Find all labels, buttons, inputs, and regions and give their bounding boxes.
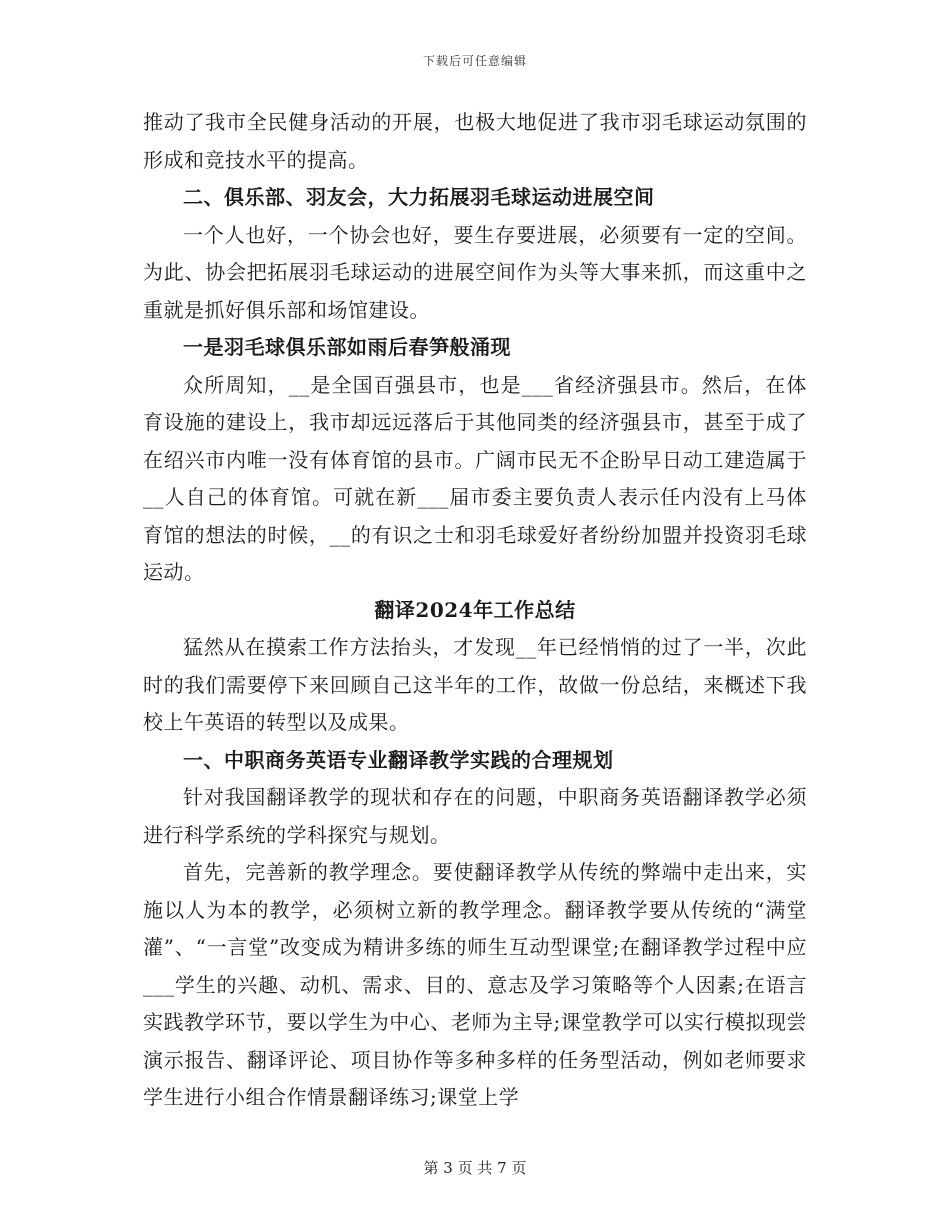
page-footer: 第 3 页 共 7 页	[423, 1159, 527, 1177]
document-title: 翻译2024年工作总结	[374, 597, 576, 622]
paragraph-space: 一个人也好，一个协会也好，要生存要进展，必须要有一定的空间。为此、协会把拓展羽毛球运动的进展空间作为头等大事来抓，而这重中之重就是抓好俱乐部和场馆建设。	[143, 222, 807, 322]
subheading-clubs-emerge: 一是羽毛球俱乐部如雨后春笋般涌现	[183, 335, 511, 359]
section-heading-planning: 一、中职商务英语专业翻译教学实践的合理规划	[183, 747, 614, 772]
paragraph-planning: 针对我国翻译教学的现状和存在的问题，中职商务英语翻译教学必须进行科学系统的学科探究与规划。	[143, 785, 807, 847]
section-heading-clubs: 二、俱乐部、羽友会，大力拓展羽毛球运动进展空间	[183, 185, 655, 209]
paragraph-gym: 众所周知，__是全国百强县市，也是___省经济强县市。然后，在体育设施的建设上，我市却远远落后于其他同类的经济强县市，甚至于成了在绍兴市内唯一没有体育馆的县市。广阔市民无不企盼早日动工建造属于__人自己的体育馆。可就在新___届市委主要负责人表示任内没有上马体育馆的想法的时候，__的有识之士和羽毛球爱好者纷纷加盟并投资羽毛球运动。	[143, 372, 807, 584]
paragraph-continued: 推动了我市全民健身活动的开展，也极大地促进了我市羽毛球运动氛围的形成和竞技水平的提高。	[143, 110, 807, 172]
document-body	[143, 104, 807, 1117]
paragraph-intro: 猛然从在摸索工作方法抬头，才发现__年已经悄悄的过了一半，次此时的我们需要停下来回顾自己这半年的工作，故做一份总结，来概述下我校上午英语的转型以及成果。	[143, 635, 807, 734]
paragraph-concept: 首先，完善新的教学理念。要使翻译教学从传统的弊端中走出来，实施以人为本的教学，必须树立新的教学理念。翻译教学要从传统的“满堂灌”、“一言堂”改变成为精讲多练的师生互动型课堂;在翻译教学过程中应___学生的兴趣、动机、需求、目的、意志及学习策略等个人因素;在语言实践教学环节，要以学生为中心、老师为主导;课堂教学可以实行模拟现尝演示报告、翻译评论、项目协作等多种多样的任务型活动，例如老师要求学生进行小组合作情景翻译练习;课堂上学	[143, 860, 807, 1109]
page-header: 下载后可任意编辑	[422, 54, 527, 68]
